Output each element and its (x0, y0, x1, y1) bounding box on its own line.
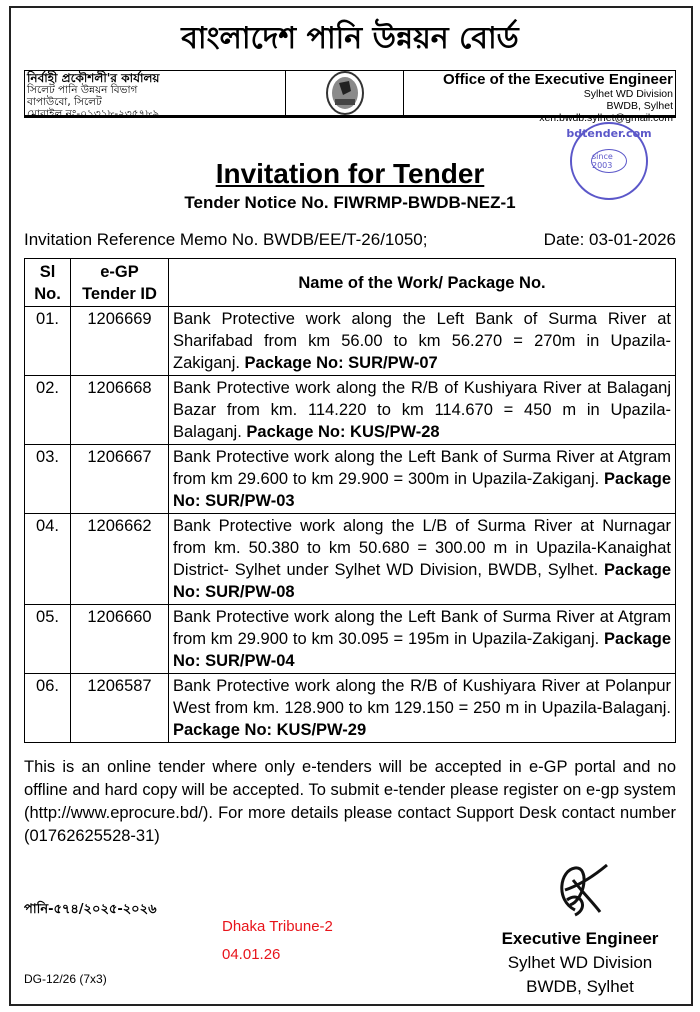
org-bn: বাপাউবো, সিলেট (27, 96, 102, 108)
memo-reference: Invitation Reference Memo No. BWDB/EE/T-26/1050; (24, 230, 428, 249)
work-description (169, 445, 676, 514)
work-description (169, 674, 676, 743)
sl-number: 01. (25, 307, 71, 376)
work-description (169, 514, 676, 605)
signatory-title: Executive Engineer (501, 929, 659, 948)
office-en: Office of the Executive Engineer (442, 71, 673, 88)
board-title: বাংলাদেশ পানি উন্নয়ন বোর্ড (181, 21, 519, 56)
mobile-bn: মোবাইল নং-০১৩১৮-২৩৫৭৮৯ (27, 108, 160, 120)
work-description (169, 605, 676, 674)
work-description (169, 376, 676, 445)
stamp-ring-text: bdtender.com (566, 127, 652, 140)
org-en: BWDB, Sylhet (606, 100, 673, 112)
sl-number: 06. (25, 674, 71, 743)
table-row (25, 674, 676, 743)
table-row (25, 376, 676, 445)
online-tender-note: This is an online tender where only e-tenders will be accepted in e-GP portal and no offline and hard copy will be accepted. To submit e-tender please register on e-gp system (http://www.eprocure.bd/). For more details please contact Support Desk contact number (01762625528-31) (24, 758, 676, 845)
work-text: Bank Protective work along the L/B of Surma River at Nurnagar from km. 50.380 to km 50.680 = 300.00 m in Upazila-Kanaighat District- Sylhet under Sylhet WD Division, BWDB, Sylhet. (173, 517, 671, 579)
col-tender-id: e-GP Tender ID (71, 259, 169, 307)
email: xen.bwdb.sylhet@gmail.com (539, 112, 673, 124)
tender-id: 1206662 (71, 514, 169, 605)
sl-number: 02. (25, 376, 71, 445)
package-number: Package No: KUS/PW-28 (246, 423, 440, 441)
office-bn: নির্বাহী প্রকৌশলী'র কার্যালয় (27, 71, 160, 85)
notice-title: Invitation for Tender (215, 158, 485, 189)
bdtender-stamp (566, 122, 652, 200)
notice-date: Date: 03-01-2026 (543, 230, 676, 249)
newspaper-date: 04.01.26 (222, 946, 281, 963)
table-row (25, 514, 676, 605)
table-row (25, 605, 676, 674)
tender-id: 1206669 (71, 307, 169, 376)
tender-table (24, 258, 676, 743)
col-sl: Sl No. (25, 259, 71, 307)
stamp-inner-text: since 2003 (591, 149, 627, 173)
work-text: Bank Protective work along the Left Bank of Surma River at Sharifabad from km 56.00 to km 56.270 = 270m in Upazila-Zakiganj. (173, 310, 671, 372)
tender-notice-number: Tender Notice No. FIWRMP-BWDB-NEZ-1 (184, 193, 516, 212)
signature-block (480, 860, 680, 999)
package-number: Package No: SUR/PW-07 (244, 354, 438, 372)
work-text: Bank Protective work along the Left Bank of Surma River at Atgram from km 29.900 to km 30.095 = 195m in Upazila-Zakiganj. (173, 608, 671, 648)
tender-id: 1206660 (71, 605, 169, 674)
package-number: Package No: SUR/PW-08 (173, 561, 671, 601)
letterhead-english (404, 71, 675, 124)
col-work: Name of the Work/ Package No. (169, 259, 676, 307)
letterhead-bangla (25, 71, 286, 120)
letterhead (24, 70, 676, 124)
package-number: Package No: KUS/PW-29 (173, 721, 367, 739)
work-description (169, 307, 676, 376)
package-number: Package No: SUR/PW-03 (173, 470, 671, 510)
signature-icon (545, 860, 615, 920)
bwdb-logo-icon (286, 71, 404, 115)
sl-number: 03. (25, 445, 71, 514)
work-text: Bank Protective work along the R/B of Kushiyara River at Balaganj Bazar from km. 114.220 to km 114.670 = 450 m in Upazila-Balaganj. (173, 379, 671, 441)
division-en: Sylhet WD Division (583, 88, 673, 100)
dg-number: DG-12/26 (7x3) (24, 972, 107, 986)
signatory-division: Sylhet WD Division (507, 953, 653, 972)
tender-id: 1206668 (71, 376, 169, 445)
work-text: Bank Protective work along the Left Bank of Surma River at Atgram from km 29.600 to km 29.900 = 300m in Upazila-Zakiganj. (173, 448, 671, 488)
reference-line (24, 230, 676, 250)
sl-number: 04. (25, 514, 71, 605)
tender-id: 1206587 (71, 674, 169, 743)
division-bn: সিলেট পানি উন্নয়ন বিভাগ (27, 84, 138, 96)
memo-number-bn: পানি-৫৭৪/২০২৫-২০২৬ (24, 902, 157, 917)
work-text: Bank Protective work along the R/B of Kushiyara River at Polanpur West from km. 128.900 to km 129.150 = 250 m in Upazila-Balaganj. (173, 677, 671, 717)
sl-number: 05. (25, 605, 71, 674)
table-row (25, 307, 676, 376)
tender-id: 1206667 (71, 445, 169, 514)
table-row (25, 445, 676, 514)
newspaper-name: Dhaka Tribune-2 (222, 918, 333, 935)
signatory-org: BWDB, Sylhet (526, 977, 634, 996)
package-number: Package No: SUR/PW-04 (173, 630, 671, 670)
